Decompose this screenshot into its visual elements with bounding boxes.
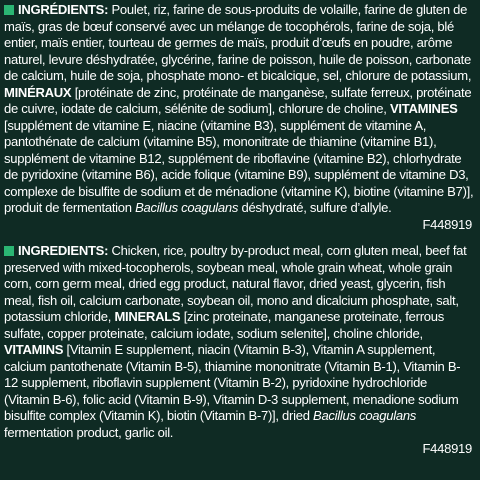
french-ingredients-paragraph: [4, 2, 474, 217]
english-ending-text: fermentation product, garlic oil.: [4, 424, 174, 440]
green-square-marker-icon: [4, 5, 14, 15]
english-minerals-text: [zinc proteinate, manganese proteinate, ferrous sulfate, copper proteinate, calcium iodate, sodium selenite], choline chloride,: [4, 309, 444, 341]
french-ending-text: déshydraté, sulfure d’allyle.: [238, 200, 392, 215]
english-ingredients-block: [4, 243, 474, 458]
french-product-code: F448919: [422, 216, 472, 232]
french-vitamins-text: [supplément de vitamine E, niacine (vitamine B3), supplément de vitamine A, pantothénate de calcium (vitamine B5), mononitrate de thiamine (vitamine B1), supplément de vitamine B12, supplément de riboflavine (vitamine B2), chlorhydrate de pyridoxine (vitamine B6), acide folique (vitamine B9), supplément de vitamine D3, complexe de bisulfite de sodium et de ménadione (vitamine K), biotine (vitamine B7)], produit de fermentation: [4, 117, 474, 215]
green-square-marker-icon: [4, 246, 14, 256]
english-vitamins-label: VITAMINS: [4, 342, 64, 357]
french-minerals-text: [protéinate de zinc, protéinate de manganèse, sulfate ferreux, protéinate de cuivre, iodate de calcium, sélénite de sodium], chlorure de choline,: [4, 84, 472, 116]
french-minerals-label: MINÉRAUX: [4, 84, 72, 100]
english-ingredients-text: Chicken, rice, poultry by-product meal, corn gluten meal, beef fat preserved with mixed-tocopherols, soybean meal, whole grain wheat, whole grain corn, corn germ meal, dried egg product, natural flavor, dried yeast, glycerin, fish meal, fish oil, calcium carbonate, soybean oil, mono and dicalcium phosphate, salt, potassium chloride,: [4, 243, 467, 324]
english-minerals-label: MINERALS: [114, 309, 181, 324]
french-ingredients-text: Poulet, riz, farine de sous-produits de volaille, farine de gluten de maïs, gras de bœuf conservé avec un mélange de tocophérols, farine de soja, blé entier, maïs entier, tourteau de germes de maïs, produit d’œufs en poudre, arôme naturel, levure déshydratée, glycérine, farine de poisson, huile de poisson, carbonate de calcium, huile de soja, phosphate mono- et bicalcique, sel, chlorure de potassium,: [4, 2, 472, 83]
french-vitamins-label: VITAMINES: [389, 101, 458, 116]
english-bacillus-name: Bacillus coagulans: [313, 408, 417, 423]
french-ingredients-block: [4, 2, 474, 233]
section-gap: [4, 233, 474, 243]
french-ingredients-heading: INGRÉDIENTS:: [18, 2, 109, 17]
english-ingredients-heading: INGREDIENTS:: [18, 243, 109, 258]
english-product-code: F448919: [422, 441, 472, 456]
english-ingredients-paragraph: [4, 243, 474, 441]
english-vitamins-text: [Vitamin E supplement, niacin (Vitamin B-3), Vitamin A supplement, calcium pantothenate (Vitamin B-5), thiamine mononitrate (Vitamin B-1), Vitamin B-12 supplement, riboflavin supplement (Vitamin B-2), pyridoxine hydrochloride (Vitamin B-6), folic acid (Vitamin B-9), Vitamin D-3 supplement, menadione sodium bisulfite complex (Vitamin K), biotin (Vitamin B-7)], dried: [4, 342, 461, 423]
french-bacillus-name: Bacillus coagulans: [135, 200, 239, 215]
